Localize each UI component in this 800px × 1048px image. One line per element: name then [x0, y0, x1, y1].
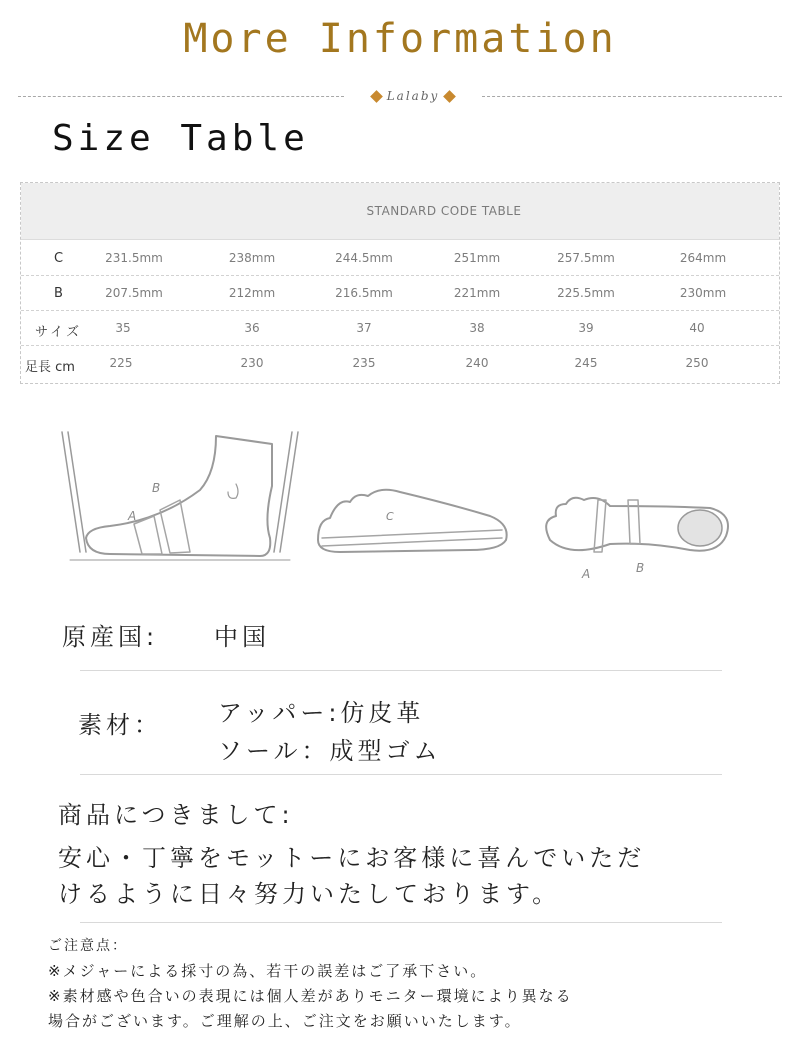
table-cell: 230: [240, 356, 264, 370]
origin-value: 中国: [214, 623, 270, 651]
diagram-label-a: A: [582, 567, 591, 581]
product-heading: 商品につきまして:: [58, 801, 294, 829]
table-cell: 230mm: [679, 286, 727, 300]
row-label: 足長 cm: [25, 360, 75, 375]
table-cell: 231.5mm: [105, 251, 163, 265]
table-row-foot-length: [21, 346, 779, 380]
material-label: 素材：: [78, 711, 162, 739]
diamond-icon: [370, 90, 383, 103]
table-row-b: [21, 276, 779, 311]
brand-divider: [18, 88, 782, 104]
table-cell: 38: [469, 321, 485, 335]
diagram-label-b: B: [152, 481, 161, 495]
diamond-icon: [443, 90, 456, 103]
size-table-title: Size Table: [52, 118, 309, 159]
table-cell: 35: [115, 321, 131, 335]
table-cell: 37: [356, 321, 372, 335]
table-cell: 245: [574, 356, 598, 370]
table-row-size: [21, 311, 779, 346]
table-cell: 240: [465, 356, 489, 370]
page-title: More Information: [183, 16, 617, 62]
table-header: STANDARD CODE TABLE: [21, 183, 779, 240]
table-cell: 221mm: [453, 286, 501, 300]
table-cell: 207.5mm: [105, 286, 163, 300]
notes-line: ※メジャーによる採寸の為、若干の誤差はご了承下さい。: [48, 962, 488, 980]
notes-line: ※素材感や色合いの表現には個人差がありモニター環境により異なる: [48, 987, 573, 1005]
brand-name: Lalaby: [386, 89, 440, 103]
table-cell: 216.5mm: [335, 286, 393, 300]
row-label: B: [54, 286, 63, 301]
notes-line: 場合がございます。ご理解の上、ご注文をお願いいたします。: [48, 1012, 522, 1030]
table-cell: 244.5mm: [335, 251, 393, 265]
notes-block: [48, 934, 573, 1034]
diagram-label-a: A: [128, 509, 137, 523]
foot-sole-side-illustration: [318, 490, 507, 552]
diagram-label-b: B: [636, 561, 645, 575]
table-row-c: [21, 241, 779, 276]
notes-heading: ご注意点：: [48, 938, 128, 954]
table-cell: 257.5mm: [557, 251, 615, 265]
divider: [80, 922, 722, 923]
table-cell: 225: [109, 356, 133, 370]
diagram-label-c: C: [386, 510, 394, 523]
material-upper: アッパー:仿皮革: [218, 699, 425, 727]
foot-sole-bottom-illustration: [546, 498, 728, 552]
brand-mark: [348, 87, 478, 105]
row-label: C: [54, 251, 64, 266]
divider: [80, 774, 722, 775]
size-table: [20, 182, 780, 384]
product-text-line1: 安心・丁寧をモットーにお客様に喜んでいただ: [58, 844, 646, 872]
foot-side-view-illustration: [62, 432, 298, 560]
table-cell: 264mm: [679, 251, 727, 265]
table-cell: 36: [244, 321, 260, 335]
product-text-line2: けるように日々努力いたしております。: [58, 880, 561, 908]
table-cell: 39: [578, 321, 594, 335]
table-cell: 251mm: [453, 251, 501, 265]
divider: [80, 670, 722, 671]
table-cell: 212mm: [228, 286, 276, 300]
origin-label: 原産国:: [62, 623, 159, 651]
material-sole: ソール：成型ゴム: [218, 737, 442, 765]
foot-measurement-diagrams: [50, 420, 750, 590]
table-cell: 235: [352, 356, 376, 370]
row-label: サイズ: [35, 325, 82, 340]
table-cell: 40: [689, 321, 705, 335]
table-cell: 250: [685, 356, 709, 370]
table-cell: 225.5mm: [557, 286, 615, 300]
table-cell: 238mm: [228, 251, 276, 265]
